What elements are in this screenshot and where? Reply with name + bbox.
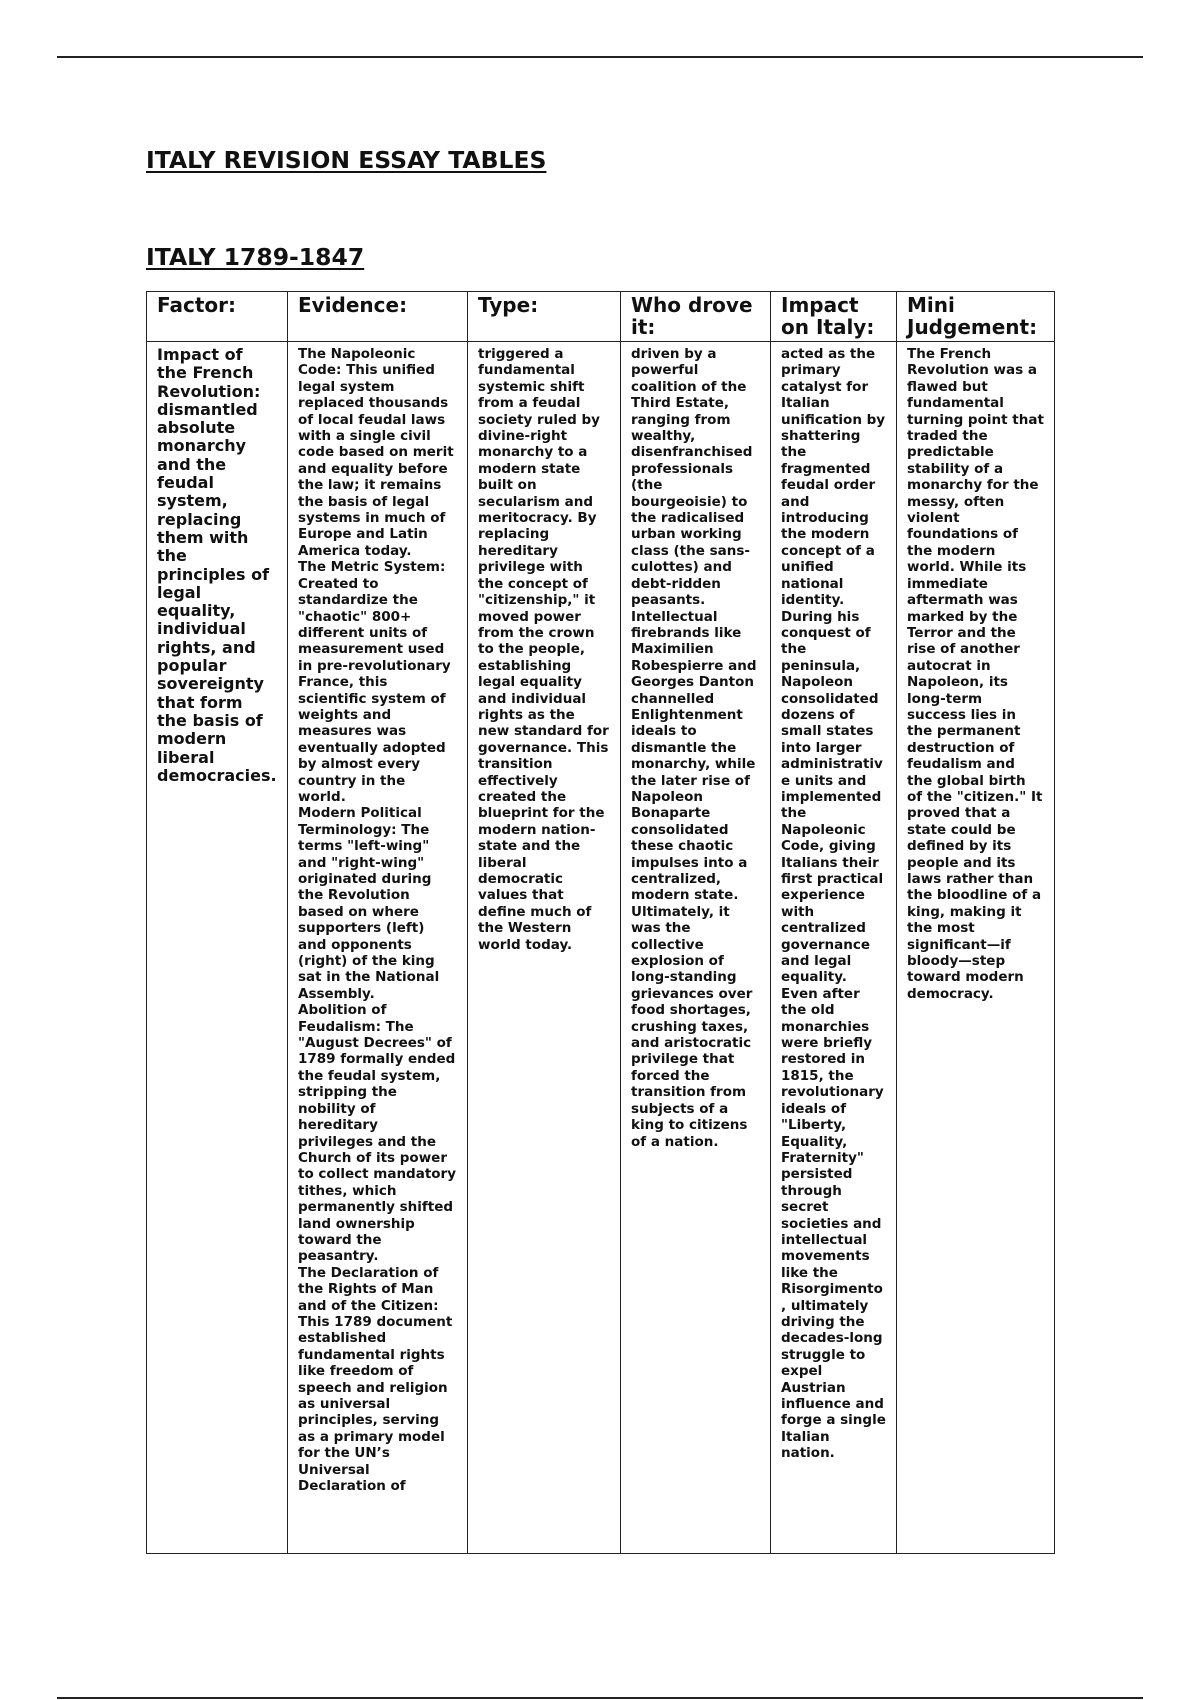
impact-cell: acted as the primary catalyst for Italian unification by shattering the fragmented feudal order and introducing the modern concept of a unified national identity. During his conquest of the peninsula, Napoleon consolidated dozens of small states into larger administrative units and implemented the Napoleonic Code, giving Italians their first practical experience with centralized governance and legal equality. Even after the old monarchies were briefly restored in 1815, the revolutionary ideals of "Liberty, Equality, Fraternity" persisted through secret societies and intellectual movements like the Risorgimento, ultimately driving the decades-long struggle to expel Austrian influence and forge a single Italian nation.	[771, 342, 897, 1554]
evidence-declaration-of-rights: The Declaration of the Rights of Man and of the Citizen: This 1789 document established fundamental rights like freedom of speech and religion as universal principles, serving as a primary model for the UN’s Universal Declaration of	[298, 1264, 453, 1495]
header-impact: Impact on Italy:	[771, 292, 897, 342]
header-who-drove: Who drove it:	[621, 292, 771, 342]
footer-rule	[57, 1697, 1143, 1699]
document-title: ITALY REVISION ESSAY TABLES	[146, 146, 547, 174]
evidence-metric-system: The Metric System: Created to standardize the "chaotic" 800+ different units of measurement used in pre-revolutionary France, this scientific system of weights and measures was eventually adopted by almost every country in the world.	[298, 559, 451, 805]
judgement-cell: The French Revolution was a flawed but fundamental turning point that traded the predictable stability of a monarchy for the messy, often violent foundations of the modern world. While its immediate aftermath was marked by the Terror and the rise of another autocrat in Napoleon, its long-term success lies in the permanent destruction of feudalism and the global birth of the "citizen." It proved that a state could be defined by its people and its laws rather than the bloodline of a king, making it the most significant—if bloody—step toward modern democracy.	[897, 342, 1055, 1554]
factor-cell: Impact of the French Revolution: dismantled absolute monarchy and the feudal system, replacing them with the principles of legal equality, individual rights, and popular sovereignty that form the basis of modern liberal democracies.	[147, 342, 288, 1554]
evidence-napoleonic-code: The Napoleonic Code: This unified legal system replaced thousands of local feudal laws with a single civil code based on merit and equality before the law; it remains the basis of legal systems in much of Europe and Latin America today.	[298, 346, 454, 559]
table-header-row	[147, 292, 1055, 342]
table-row	[147, 342, 1055, 1554]
header-type: Type:	[468, 292, 621, 342]
evidence-political-terminology: Modern Political Terminology: The terms "left-wing" and "right-wing" originated during the Revolution based on where supporters (left) and opponents (right) of the king sat in the National Assembly.	[298, 805, 440, 1002]
header-rule	[57, 56, 1143, 58]
essay-table	[146, 291, 1055, 1554]
header-factor: Factor:	[147, 292, 288, 342]
header-judgement: Mini Judgement:	[897, 292, 1055, 342]
evidence-cell	[288, 342, 468, 1554]
type-cell: triggered a fundamental systemic shift from a feudal society ruled by divine-right monarchy to a modern state built on secularism and meritocracy. By replacing hereditary privilege with the concept of "citizenship," it moved power from the crown to the people, establishing legal equality and individual rights as the new standard for governance. This transition effectively created the blueprint for the modern nation-state and the liberal democratic values that define much of the Western world today.	[468, 342, 621, 1554]
section-title: ITALY 1789-1847	[146, 243, 365, 271]
header-evidence: Evidence:	[288, 292, 468, 342]
evidence-abolition-of-feudalism: Abolition of Feudalism: The "August Decrees" of 1789 formally ended the feudal system, stripping the nobility of hereditary privileges and the Church of its power to collect mandatory tithes, which permanently shifted land ownership toward the peasantry.	[298, 1002, 457, 1265]
who-drove-cell: driven by a powerful coalition of the Third Estate, ranging from wealthy, disenfranchised professionals (the bourgeoisie) to the radicalised urban working class (the sans-culottes) and debt-ridden peasants. Intellectual firebrands like Maximilien Robespierre and Georges Danton channelled Enlightenment ideals to dismantle the monarchy, while the later rise of Napoleon Bonaparte consolidated these chaotic impulses into a centralized, modern state. Ultimately, it was the collective explosion of long-standing grievances over food shortages, crushing taxes, and aristocratic privilege that forced the transition from subjects of a king to citizens of a nation.	[621, 342, 771, 1554]
